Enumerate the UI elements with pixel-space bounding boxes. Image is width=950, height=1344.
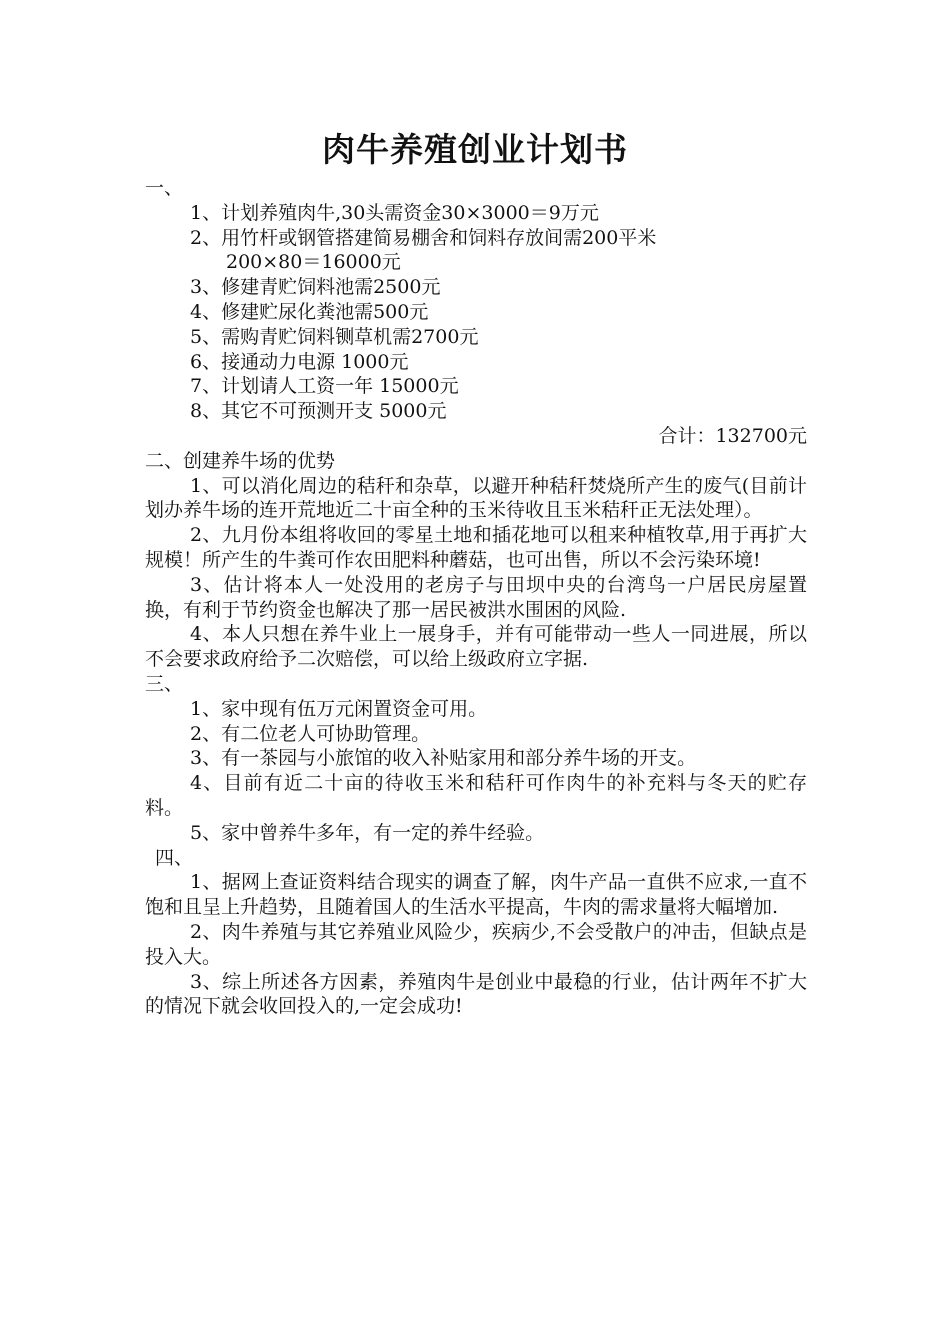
section-4-heading: 四、 <box>155 846 194 869</box>
condition-paragraph: 5、家中曾养牛多年，有一定的养牛经验。 <box>190 821 545 844</box>
budget-total: 合计：132700元 <box>658 424 807 447</box>
advantage-paragraph: 2、九月份本组将收回的零星土地和插花地可以租来种植牧草,用于再扩大规模！所产生的牛粪可作农田肥料种蘑菇，也可出售，所以不会污染环境! <box>145 524 807 571</box>
document-body <box>145 176 807 1019</box>
budget-item: 4、修建贮尿化粪池需500元 <box>190 300 429 323</box>
budget-item: 2、用竹杆或钢管搭建简易棚舍和饲料存放间需200平米 <box>190 226 657 249</box>
advantage-paragraph: 4、本人只想在养牛业上一展身手，并有可能带动一些人一同进展，所以不会要求政府给予二次赔偿，可以给上级政府立字据. <box>145 623 807 671</box>
market-paragraph: 3、综上所述各方因素，养殖肉牛是创业中最稳的行业，估计两年不扩大的情况下就会收回投入的,一定会成功! <box>145 970 807 1018</box>
budget-item: 5、需购青贮饲料铡草机需2700元 <box>190 325 479 348</box>
budget-item: 8、其它不可预测开支 5000元 <box>190 400 447 423</box>
condition-paragraph: 2、有二位老人可协助管理。 <box>190 722 431 745</box>
section-2-heading: 二、创建养牛场的优势 <box>145 449 336 472</box>
advantage-paragraph: 1、可以消化周边的秸秆和杂草，以避开种秸秆焚烧所产生的废气(目前计划办养牛场的连开荒地近二十亩全种的玉米待收且玉米秸秆正无法处理）。 <box>145 474 807 522</box>
condition-paragraph: 3、有一茶园与小旅馆的收入补贴家用和部分养牛场的开支。 <box>190 747 697 770</box>
market-paragraph: 2、肉牛养殖与其它养殖业风险少，疾病少,不会受散户的冲击，但缺点是投入大。 <box>145 920 807 968</box>
budget-item: 6、接通动力电源 1000元 <box>190 350 409 373</box>
section-1-heading: 一、 <box>145 177 184 199</box>
budget-item: 7、计划请人工资一年 15000元 <box>190 375 459 398</box>
condition-paragraph: 4、目前有近二十亩的待收玉米和秸秆可作肉牛的补充料与冬天的贮存料。 <box>145 772 807 819</box>
document-title: 肉牛养殖创业计划书 <box>322 130 628 169</box>
section-3-heading: 三、 <box>145 672 184 695</box>
advantage-paragraph: 3、估计将本人一处没用的老房子与田坝中央的台湾鸟一户居民房屋置换，有利于节约资金也解决了那一居民被洪水围困的风险. <box>145 573 807 621</box>
budget-item: 3、修建青贮饲料池需2500元 <box>190 276 441 299</box>
market-paragraph: 1、据网上查证资料结合现实的调查了解，肉牛产品一直供不应求,一直不饱和且呈上升趋势，且随着国人的生活水平提高，牛肉的需求量将大幅增加. <box>145 871 807 919</box>
condition-paragraph: 1、家中现有伍万元闲置资金可用。 <box>190 697 488 720</box>
budget-item: 1、计划养殖肉牛,30头需资金30×3000＝9万元 <box>190 201 599 224</box>
budget-item-continuation: 200×80＝16000元 <box>226 251 401 274</box>
